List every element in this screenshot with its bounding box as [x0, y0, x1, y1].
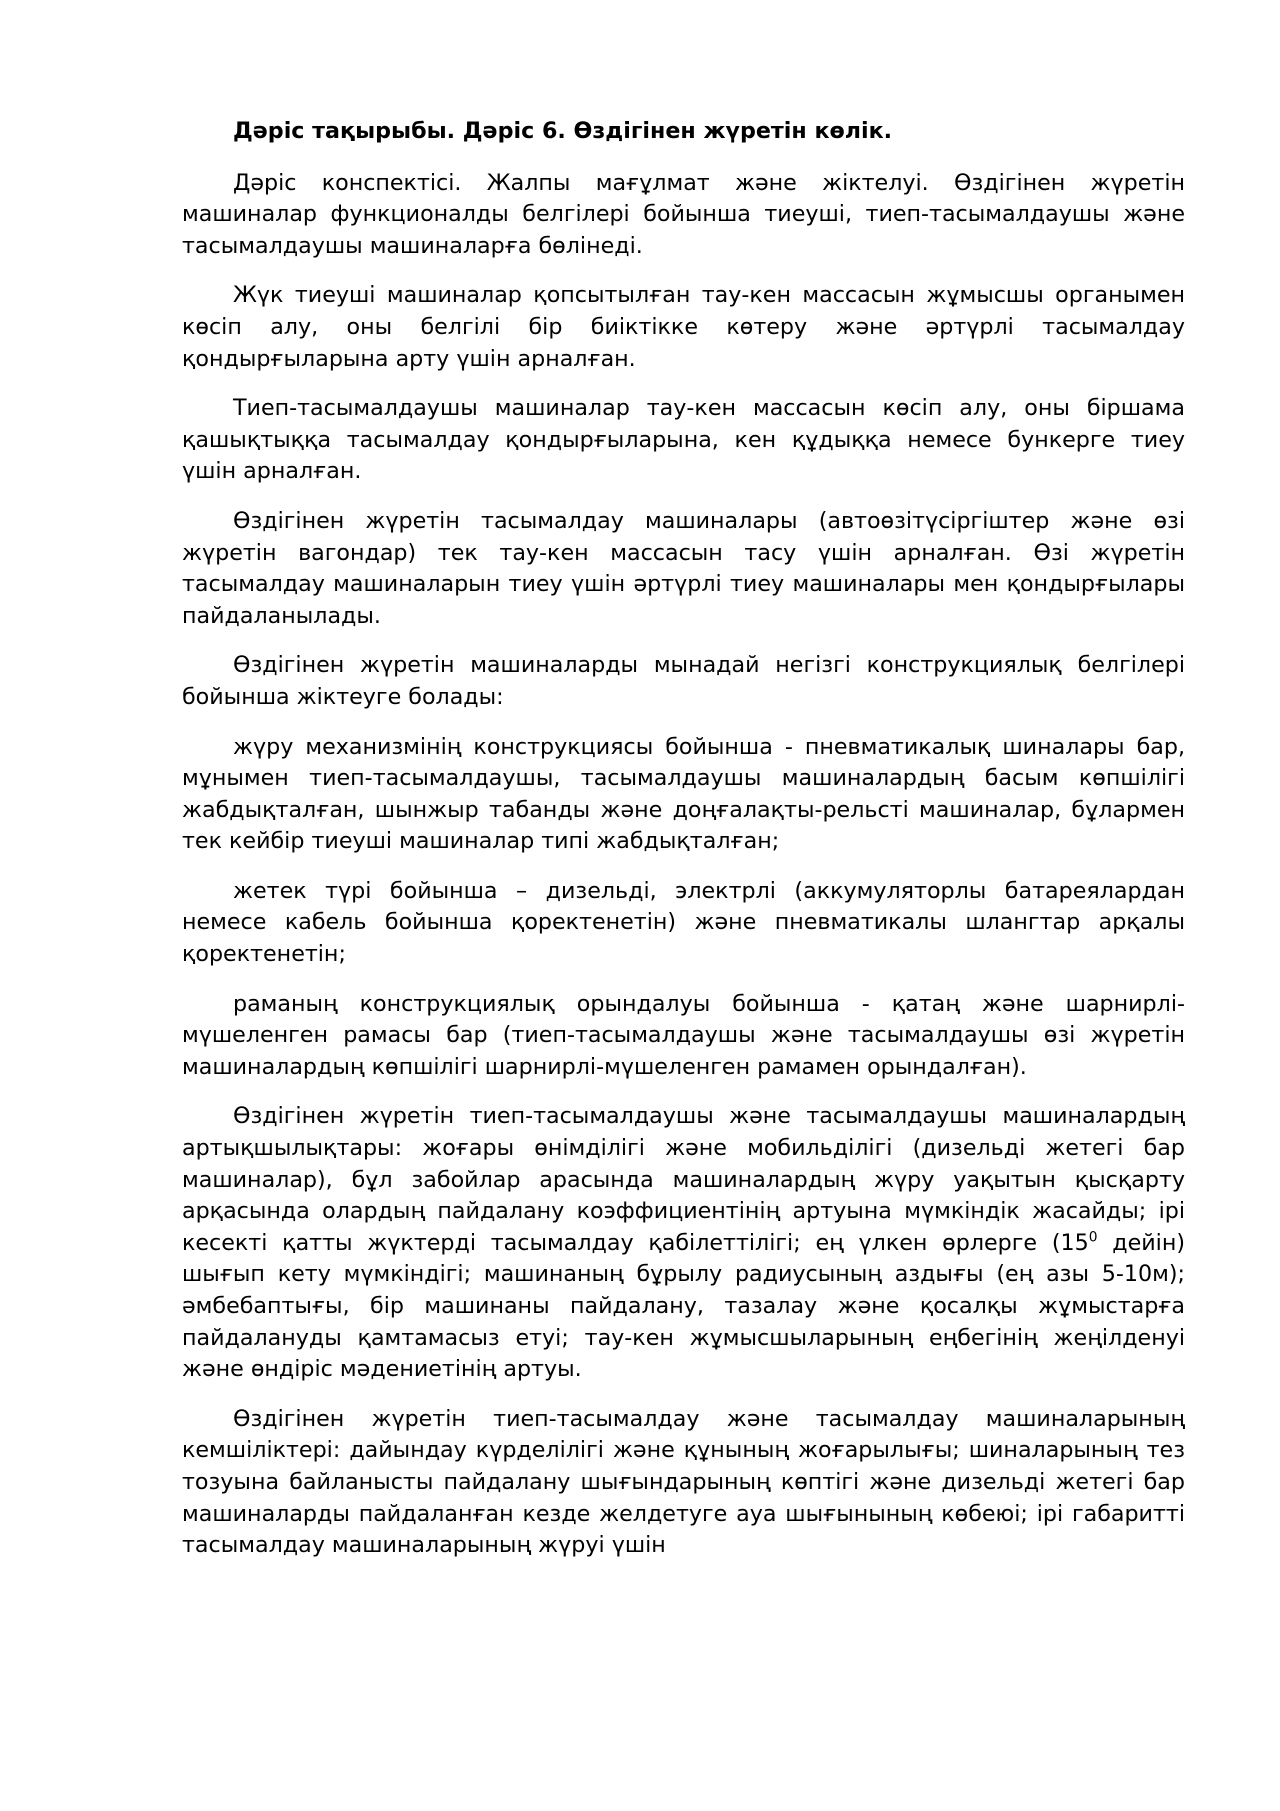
paragraph-loaders: Жүк тиеуші машиналар қопсытылған тау-кен массасын жұмысшы органымен көсіп алу, оны белгілі бір биіктікке көтеру және әртүрлі тасымалдау қондырғыларына арту үшін арналған. — [182, 282, 1185, 372]
paragraph-advantages — [182, 1101, 1185, 1385]
paragraph-load-haul: Тиеп-тасымалдаушы машиналар тау-кен массасын көсіп алу, оны біршама қашықтыққа тасымалдау қондырғыларына, кен құдыққа немесе бункерге тиеу үшін арналған. — [182, 395, 1185, 485]
paragraph-drive-type: жетек түрі бойынша – дизельді, электрлі (аккумуляторлы батареялардан немесе кабель бойынша қоректенетін) және пневматикалы шлангтар арқалы қоректенетін; — [182, 877, 1185, 968]
advantages-text-2: дейін) шығып кету мүмкіндігі; машинаның бұрылу радиусының аздығы (ең азы 5-10м); әмбебаптығы, бір машинаны пайдалану, тазалау және қосалқы жұмыстарға пайдалануды қамтамасыз етуі; тау-кен жұмысшыларының еңбегінің жеңілденуі және өндіріс мәдениетінің артуы. — [182, 1229, 1185, 1383]
paragraph-disadvantages: Өздігінен жүретін тиеп-тасымалдау және тасымалдау машиналарының кемшіліктері: дайындау күрделілігі және құнының жоғарылығы; шиналарының тез тозуына байланысты пайдалану шығындарының көптігі және дизельді жетегі бар машиналарды пайдаланған кезде желдетуге ауа шығынының көбеюі; ірі габаритті тасымалдау машиналарының жүруі үшін — [182, 1405, 1185, 1559]
paragraph-haulers: Өздігінен жүретін тасымалдау машиналары (автоөзітүсіргіштер және өзі жүретін вагондар) тек тау-кен массасын тасу үшін арналған. Өзі жүретін тасымалдау машиналарын тиеу үшін әртүрлі тиеу машиналары мен қондырғылары пайдаланылады. — [182, 507, 1185, 629]
lecture-title: Дәріс тақырыбы. Дәріс 6. Өздігінен жүретін көлік. — [233, 118, 893, 144]
degree-superscript: 0 — [1088, 1229, 1098, 1246]
paragraph-running-gear: жүру механизмінің конструкциясы бойынша - пневматикалық шиналары бар, мұнымен тиеп-тасымалдаушы, тасымалдаушы машиналардың басым көпшілігі жабдықталған, шынжыр табанды және доңғалақты-рельсті машиналар, бұлармен тек кейбір тиеуші машиналар типі жабдықталған; — [182, 733, 1185, 855]
paragraph-summary: Дәріс конспектісі. Жалпы мағұлмат және жіктелуі. Өздігінен жүретін машиналар функционалды белгілері бойынша тиеуші, тиеп-тасымалдаушы және тасымалдаушы машиналарға бөлінеді. — [182, 169, 1185, 259]
paragraph-classification: Өздігінен жүретін машиналарды мынадай негізгі конструкциялық белгілері бойынша жіктеуге болады: — [182, 652, 1185, 710]
advantages-text-1: Өздігінен жүретін тиеп-тасымалдаушы және тасымалдаушы машиналардың артықшылықтары: жоғары өнімділігі және мобильділігі (дизельді жетегі бар машиналар), бұл забойлар арасында машиналардың жүру уақытын қысқарту арқасында олардың пайдалану коэффициентінің артуына мүмкіндік жасайды; ірі кесекті қатты жүктерді тасымалдау қабілеттілігі; ең үлкен өрлерге (15 — [182, 1103, 1185, 1256]
paragraph-frame: раманың конструкциялық орындалуы бойынша - қатаң және шарнирлі-мүшеленген рамасы бар (тиеп-тасымалдаушы және тасымалдаушы өзі жүретін машиналардың көпшілігі шарнирлі-мүшеленген рамамен орындалған). — [182, 990, 1185, 1080]
document-page — [182, 116, 1185, 1559]
